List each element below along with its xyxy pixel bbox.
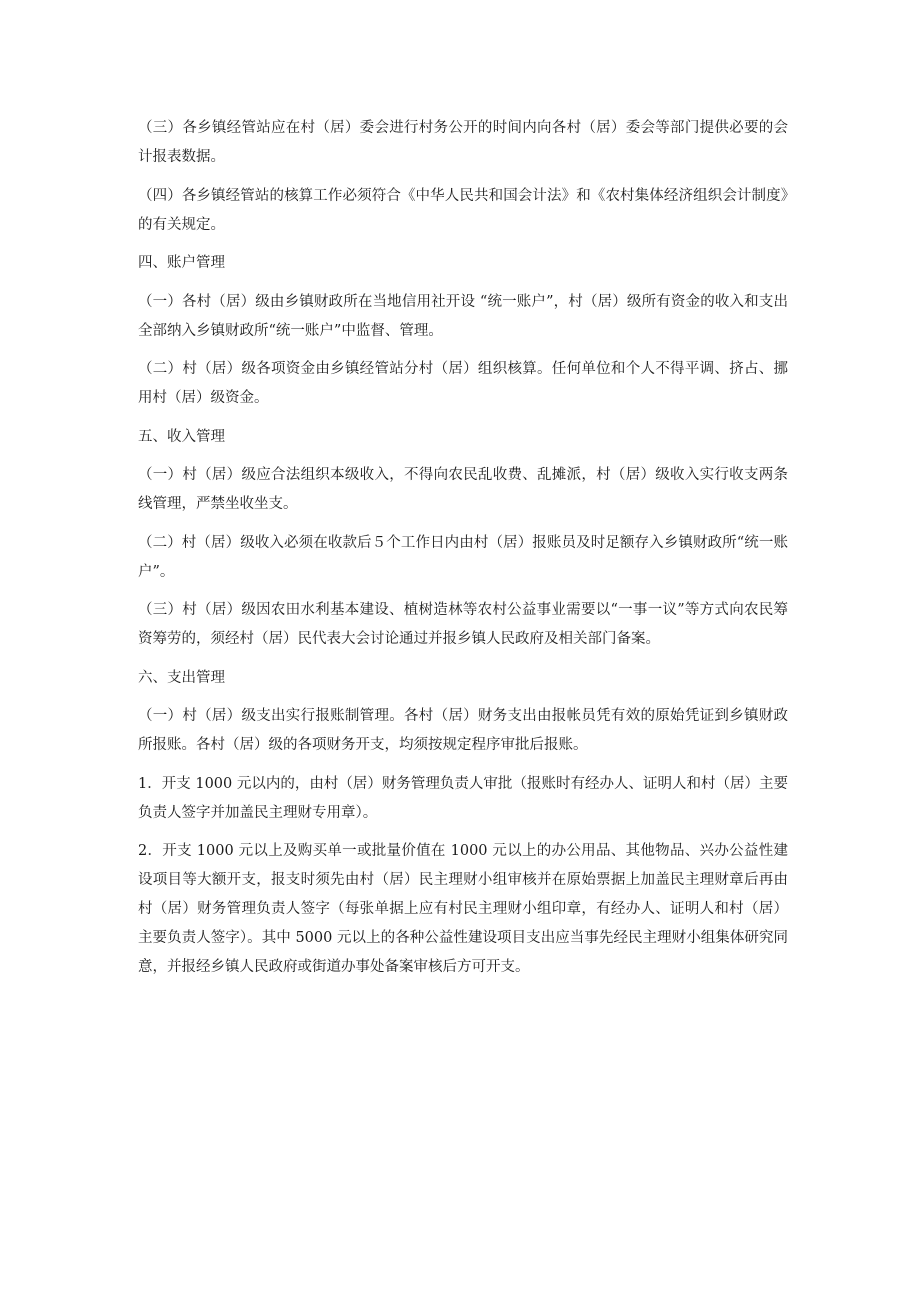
paragraph-6-1-item-2: 2．开支 1000 元以上及购买单一或批量价值在 1000 元以上的办公用品、其他物品、兴办公益性建设项目等大额开支，报支时须先由村（居）民主理财小组审核并在原始票据上加盖民主理财章后再由村（居）财务管理负责人签字（每张单据上应有村民主理财小组印章，有经办人、证明人和村（居）主要负责人签字）。其中 5000 元以上的各种公益性建设项目支出应当事先经民主理财小组集体研究同意，并报经乡镇人民政府或街道办事处备案审核后方可开支。 [138, 843, 788, 975]
paragraph-3-3: （三）各乡镇经管站应在村（居）委会进行村务公开的时间内向各村（居）委会等部门提供必要的会计报表数据。 [138, 120, 788, 165]
paragraph-6-1: （一）村（居）级支出实行报账制管理。各村（居）财务支出由报帐员凭有效的原始凭证到乡镇财政所报账。各村（居）级的各项财务开支，均须按规定程序审批后报账。 [138, 708, 788, 753]
paragraph-5-2: （二）村（居）级收入必须在收款后５个工作日内由村（居）报账员及时足额存入乡镇财政所“统一账户”。 [138, 534, 788, 580]
paragraph-5-1: （一）村（居）级应合法组织本级收入，不得向农民乱收费、乱摊派，村（居）级收入实行收支两条线管理，严禁坐收坐支。 [138, 467, 788, 512]
paragraph-5-3: （三）村（居）级因农田水利基本建设、植树造林等农村公益事业需要以“一事一议”等方式向农民筹资筹劳的，须经村（居）民代表大会讨论通过并报乡镇人民政府及相关部门备案。 [138, 602, 788, 647]
paragraph-4-1: （一）各村（居）级由乡镇财政所在当地信用社开设 “统一账户”，村（居）级所有资金的收入和支出全部纳入乡镇财政所“统一账户”中监督、管理。 [138, 293, 788, 339]
document-body [138, 114, 788, 992]
section-heading-expenditure-management: 六、支出管理 [138, 669, 225, 686]
section-heading-income-management: 五、收入管理 [138, 428, 225, 445]
section-heading-account-management: 四、账户管理 [138, 255, 225, 271]
paragraph-3-4: （四）各乡镇经管站的核算工作必须符合《中华人民共和国会计法》和《农村集体经济组织会计制度》的有关规定。 [138, 187, 788, 233]
paragraph-6-1-item-1: 1．开支 1000 元以内的，由村（居）财务管理负责人审批（报账时有经办人、证明人和村（居）主要负责人签字并加盖民主理财专用章）。 [138, 775, 788, 821]
paragraph-4-2: （二）村（居）级各项资金由乡镇经管站分村（居）组织核算。任何单位和个人不得平调、挤占、挪用村（居）级资金。 [138, 361, 788, 406]
